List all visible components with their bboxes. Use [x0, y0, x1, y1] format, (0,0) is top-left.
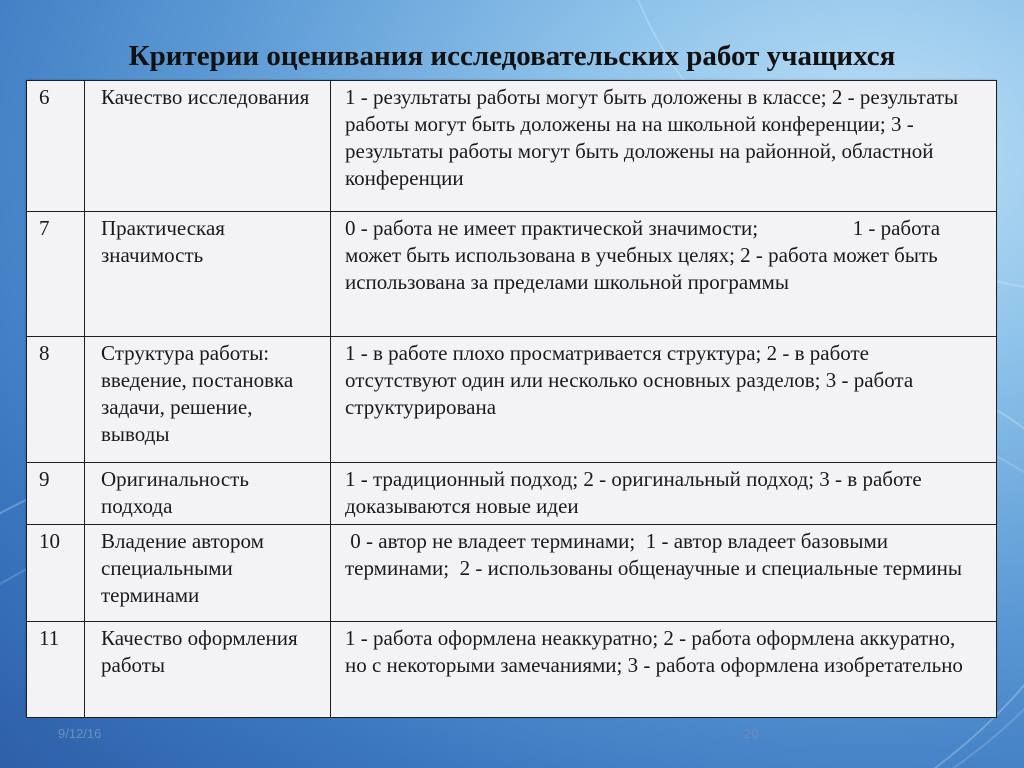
row-number: 10: [27, 525, 85, 622]
row-number: 9: [27, 463, 85, 525]
criterion-name: Качество исследования: [85, 81, 331, 212]
criterion-name: Владение автором специальными терминами: [85, 525, 331, 622]
criterion-name: Качество оформления работы: [85, 622, 331, 718]
table-row: [27, 463, 997, 525]
table-row: [27, 525, 997, 622]
slide-page-number: 20: [744, 726, 759, 741]
row-number: 6: [27, 81, 85, 212]
criterion-name: Практическая значимость: [85, 212, 331, 337]
criterion-description: 1 - в работе плохо просматривается структура; 2 - в работе отсутствуют один или несколько основных разделов; 3 - работа структурирована: [331, 337, 997, 463]
criterion-name: Структура работы: введение, постановка задачи, решение, выводы: [85, 337, 331, 463]
row-number: 11: [27, 622, 85, 718]
criterion-description: 1 - традиционный подход; 2 - оригинальный подход; 3 - в работе доказываются новые идеи: [331, 463, 997, 525]
slide-date: 9/12/16: [58, 726, 102, 741]
table-row: [27, 337, 997, 463]
criteria-table-panel: [26, 80, 996, 717]
row-number: 8: [27, 337, 85, 463]
criterion-name: Оригинальность подхода: [85, 463, 331, 525]
table-row: [27, 212, 997, 337]
slide-title: Критерии оценивания исследовательских работ учащихся: [128, 40, 896, 72]
criterion-description: 1 - результаты работы могут быть доложены в классе; 2 - результаты работы могут быть доложены на на школьной конференции; 3 - результаты работы могут быть доложены на районной, областной конференции: [331, 81, 997, 212]
table-row: [27, 622, 997, 718]
criterion-description: 0 - работа не имеет практической значимости; 1 - работа может быть использована в учебных целях; 2 - работа может быть использована за пределами школьной программы: [331, 212, 997, 337]
row-number: 7: [27, 212, 85, 337]
criterion-description: 0 - автор не владеет терминами; 1 - автор владеет базовыми терминами; 2 - использованы общенаучные и специальные термины: [331, 525, 997, 622]
criteria-table: [26, 80, 997, 718]
table-row: [27, 81, 997, 212]
criterion-description: 1 - работа оформлена неаккуратно; 2 - работа оформлена аккуратно, но с некоторыми замечаниями; 3 - работа оформлена изобретательно: [331, 622, 997, 718]
